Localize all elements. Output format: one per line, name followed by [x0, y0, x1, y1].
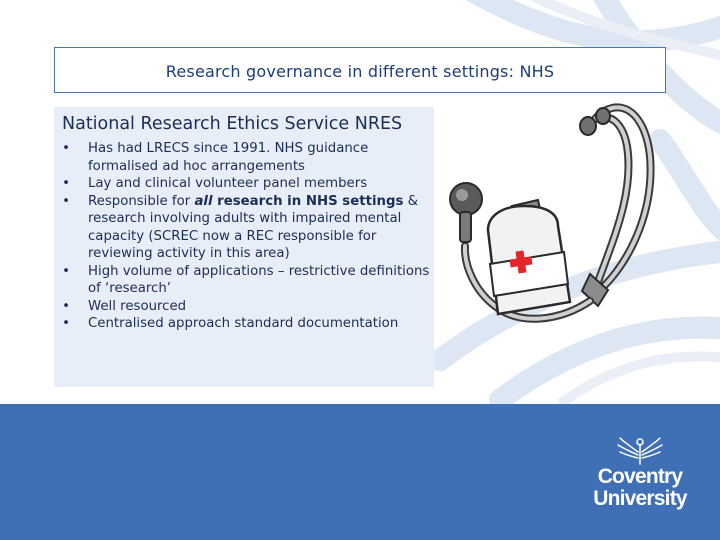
bullet-text: Well resourced: [88, 298, 187, 314]
coventry-university-logo: [584, 436, 696, 516]
bullet-item: [59, 315, 431, 333]
bullet-text: High volume of applications – restrictive definitions of ‘research’: [88, 263, 430, 296]
bullet-text-pre: Responsible for: [88, 193, 195, 209]
logo-text-university: University: [593, 487, 687, 510]
bullet-item: [59, 193, 431, 263]
phoenix-emblem-icon: [584, 436, 696, 466]
bullet-item: [59, 175, 431, 193]
bullet-item: [59, 263, 431, 298]
bullet-text: Lay and clinical volunteer panel members: [88, 176, 368, 191]
bullet-marker: •: [62, 193, 70, 209]
bullet-text-post: & research involving adults with impaired mental capacity (SCREC now a REC responsible for reviewing activity in this area): [88, 193, 419, 261]
bullet-marker: •: [62, 141, 70, 156]
bullet-marker: •: [62, 316, 70, 331]
slide-title: Research governance in different settings: NHS: [165, 62, 555, 81]
bullet-marker: •: [62, 298, 70, 314]
logo-text-coventry: Coventry: [597, 465, 683, 488]
bullet-list: [59, 140, 431, 333]
title-box: [54, 47, 666, 93]
medical-illustration: [440, 96, 665, 326]
bullet-text: Has had LRECS since 1991. NHS guidance formalised ad hoc arrangements: [88, 141, 369, 174]
bullet-marker: •: [62, 263, 70, 279]
bullet-marker: •: [62, 176, 70, 191]
bullet-item: [59, 298, 431, 316]
bullet-text: Centralised approach standard documentation: [88, 316, 399, 331]
section-heading: National Research Ethics Service NRES: [62, 114, 403, 134]
bullet-item: [59, 140, 431, 175]
bullet-emphasis-all: all: [194, 193, 213, 209]
content-panel: [54, 107, 434, 387]
bullet-emphasis-nhs: research in NHS settings: [212, 193, 404, 209]
